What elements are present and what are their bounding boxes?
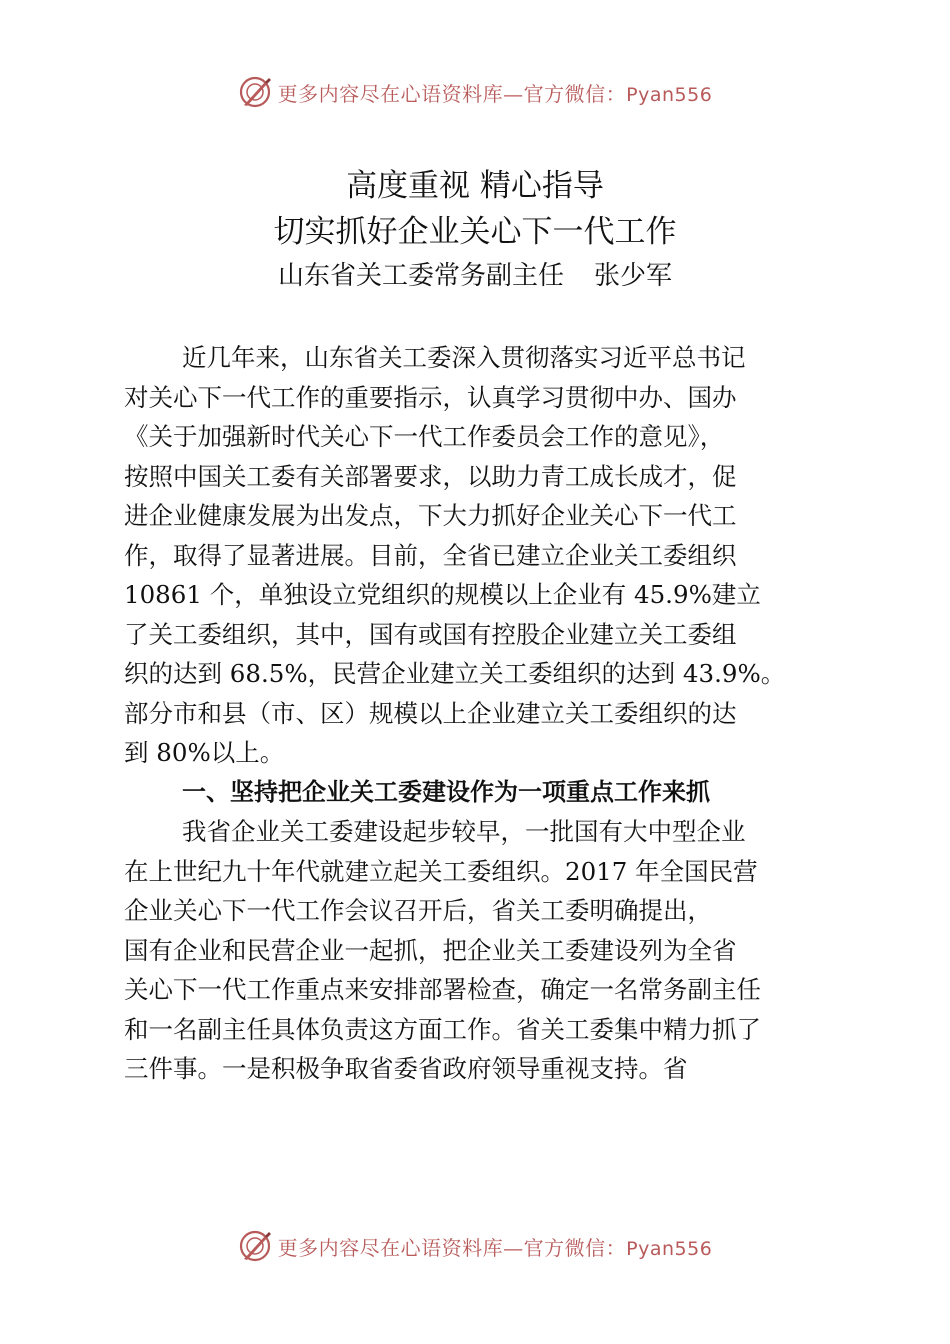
paragraph-line: 企业关心下一代工作会议召开后，省关工委明确提出， (124, 896, 712, 925)
pen-logo-icon (238, 1229, 272, 1263)
watermark-wechat-id: Pyan556 (626, 83, 713, 106)
paragraph-line: 按照中国关工委有关部署要求，以助力青工成长成才，促 (124, 461, 737, 491)
paragraph-line: 我省企业关工委建设起步较早，一批国有大中型企业 (182, 817, 746, 846)
pen-logo-icon (238, 75, 272, 109)
paragraph-line: 近几年来，山东省关工委深入贯彻落实习近平总书记 (182, 343, 746, 372)
paragraph-line: 了关工委组织，其中，国有或国有控股企业建立关工委组 (124, 619, 737, 649)
paragraph-line: 织的达到 68.5%，民营企业建立关工委组织的达到 43.9%。 (124, 659, 786, 688)
watermark-label: 更多内容尽在心语资料库—官方微信： (277, 81, 627, 106)
document-body (124, 338, 836, 1089)
paragraph-line: 和一名副主任具体负责这方面工作。省关工委集中精力抓了 (124, 1014, 761, 1044)
paragraph-line: 到 80%以上。 (124, 738, 285, 767)
watermark-text (278, 1232, 713, 1261)
author-line (0, 259, 950, 293)
watermark-wechat-id: Pyan556 (626, 1237, 713, 1260)
paragraph-line: 在上世纪九十年代就建立起关工委组织。2017 年全国民营 (124, 856, 758, 886)
paragraph-line: 对关心下一代工作的重要指示，认真学习贯彻中办、国办 (124, 382, 737, 412)
paragraph-line: 部分市和县（市、区）规模以上企业建立关工委组织的达 (124, 698, 737, 728)
watermark-banner-bottom (0, 1226, 950, 1266)
paragraph-line: 10861 个，单独设立党组织的规模以上企业有 45.9%建立 (124, 580, 761, 609)
watermark-text (278, 78, 713, 107)
paragraph-line: 三件事。一是积极争取省委省政府领导重视支持。省 (124, 1054, 688, 1083)
page-title-line-2: 切实抓好企业关心下一代工作 (273, 214, 677, 250)
page-title-line-1: 高度重视 精心指导 (346, 168, 604, 204)
section-heading: 一、坚持把企业关工委建设作为一项重点工作来抓 (182, 777, 710, 806)
paragraph-line: 关心下一代工作重点来安排部署检查，确定一名常务副主任 (124, 975, 761, 1004)
paragraph-line: 《关于加强新时代关心下一代工作委员会工作的意见》， (124, 422, 725, 451)
paragraph-line: 进企业健康发展为出发点，下大力抓好企业关心下一代工 (124, 501, 737, 530)
author-position: 山东省关工委常务副主任 (277, 261, 564, 291)
watermark-label: 更多内容尽在心语资料库—官方微信： (277, 1235, 627, 1260)
paragraph-line: 国有企业和民营企业一起抓，把企业关工委建设列为全省 (124, 935, 737, 965)
author-name: 张少军 (594, 261, 673, 291)
paragraph-line: 作，取得了显著进展。目前，全省已建立企业关工委组织 (124, 540, 737, 570)
watermark-banner-top (0, 72, 950, 112)
